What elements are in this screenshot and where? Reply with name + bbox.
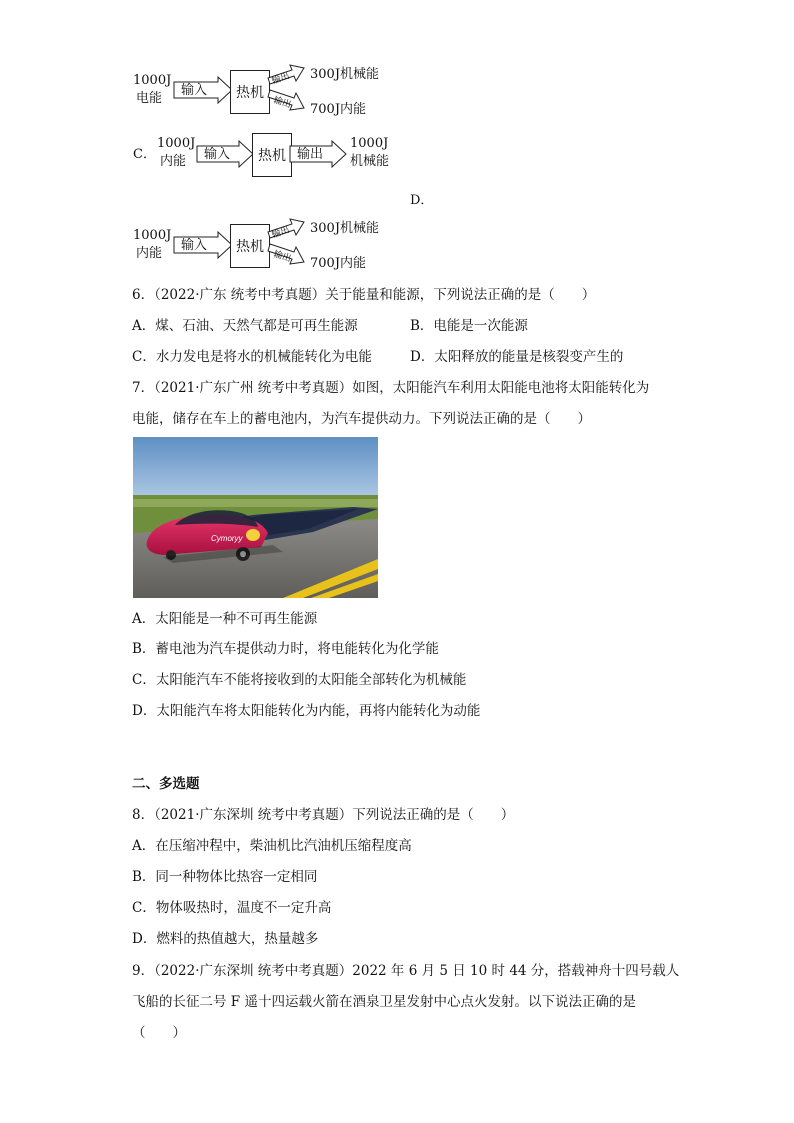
q7-stem-line1: 7．（2021·广东广州 统考中考真题）如图，太阳能汽车利用太阳能电池将太阳能转化为	[132, 380, 650, 396]
input-amount: 1000J	[133, 73, 172, 88]
car-logo-text: Cymoryy	[211, 534, 243, 543]
q9-stem-line3: （ ）	[132, 1025, 186, 1041]
q7-option-a: A．太阳能是一种不可再生能源	[132, 611, 318, 627]
heat-engine-box: 热机	[230, 70, 270, 114]
input-type: 电能	[136, 91, 163, 106]
q9-stem-line2: 飞船的长征二号 F 遥十四运载火箭在酒泉卫星发射中心点火发射。以下说法正确的是	[132, 994, 636, 1010]
output-1: 300J机械能	[310, 221, 380, 236]
q7-option-c: C．太阳能汽车不能将接收到的太阳能全部转化为机械能	[132, 672, 467, 688]
q6-option-d: D．太阳释放的能量是核裂变产生的	[410, 349, 624, 365]
heat-engine-box: 热机	[230, 224, 270, 268]
arrow-in-label: 输入	[181, 238, 208, 253]
input-amount: 1000J	[157, 136, 196, 151]
q8-option-a: A．在压缩冲程中，柴油机比汽油机压缩程度高	[132, 838, 412, 854]
q6-option-a: A．煤、石油、天然气都是可再生能源	[132, 318, 358, 334]
arrow-in-label: 输入	[181, 83, 208, 98]
solar-car-photo	[133, 437, 378, 598]
option-d-letter: D．	[410, 193, 434, 208]
q8-stem: 8．（2021·广东深圳 统考中考真题）下列说法正确的是（ ）	[132, 807, 515, 823]
q6-option-b: B．电能是一次能源	[410, 318, 528, 334]
input-type: 内能	[136, 246, 163, 261]
q8-option-d: D．燃料的热值越大，热量越多	[132, 931, 319, 947]
q8-option-c: C．物体吸热时，温度不一定升高	[132, 900, 332, 916]
q9-stem-line1: 9．（2022·广东深圳 统考中考真题）2022 年 6 月 5 日 10 时 44 分，搭载神舟十四号载人	[132, 963, 680, 979]
q7-option-d: D．太阳能汽车将太阳能转化为内能，再将内能转化为动能	[132, 703, 481, 719]
section-heading: 二、多选题	[132, 776, 200, 792]
q8-option-b: B．同一种物体比热容一定相同	[132, 869, 318, 885]
q7-option-b: B．蓄电池为汽车提供动力时，将电能转化为化学能	[132, 641, 439, 657]
q6-option-c: C．水力发电是将水的机械能转化为电能	[132, 349, 372, 365]
arrow-in-label: 输入	[204, 147, 231, 162]
arrow-out-label-upper: 输出	[270, 225, 291, 241]
input-amount: 1000J	[133, 228, 172, 243]
arrow-out-label-lower: 输出	[272, 249, 293, 265]
output-amount: 1000J	[350, 136, 389, 151]
output-2: 700J内能	[310, 102, 367, 117]
arrow-out-label-lower: 输出	[272, 95, 293, 111]
arrow-out-label-upper: 输出	[270, 71, 291, 87]
q7-stem-line2: 电能，储存在车上的蓄电池内，为汽车提供动力。下列说法正确的是（ ）	[132, 411, 591, 427]
output-1: 300J机械能	[310, 67, 380, 82]
output-type: 机械能	[350, 154, 390, 169]
heat-engine-box: 热机	[252, 133, 292, 177]
arrow-out-label: 输出	[297, 147, 324, 162]
input-type: 内能	[160, 154, 187, 169]
option-letter: C．	[133, 147, 156, 162]
q6-stem: 6．（2022·广东 统考中考真题）关于能量和能源，下列说法正确的是（ ）	[132, 287, 596, 303]
output-2: 700J内能	[310, 256, 367, 271]
